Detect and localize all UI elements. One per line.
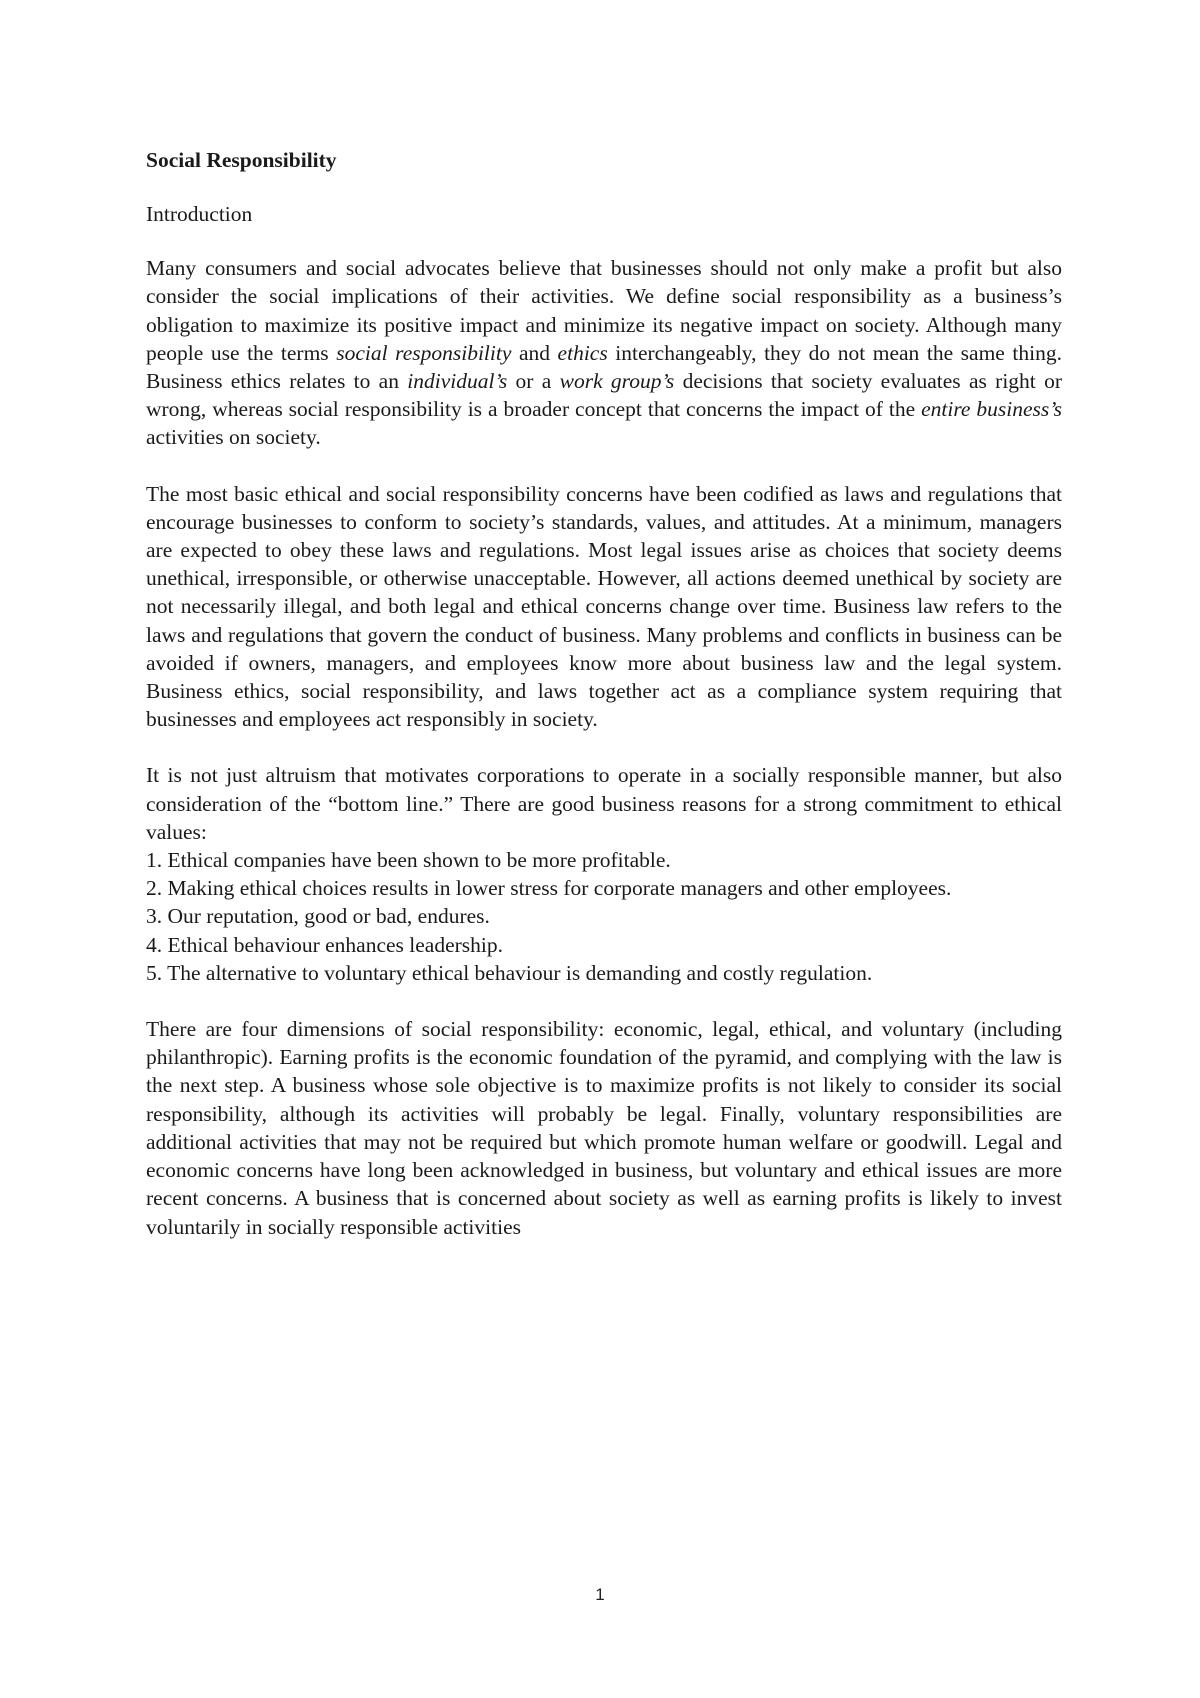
emphasis-social-responsibility: social responsibility	[336, 340, 512, 365]
list-item: 5. The alternative to voluntary ethical behaviour is demanding and costly regulation.	[146, 960, 873, 985]
paragraph-laws-regulations: The most basic ethical and social responsibility concerns have been codified as laws and regulations that encourage businesses to conform to society’s standards, values, and attitudes. At a minimum, managers are expected to obey these laws and regulations. Most legal issues arise as choices that society deems unethical, irresponsible, or otherwise unacceptable. However, all actions deemed unethical by society are not necessarily illegal, and both legal and ethical concerns change over time. Business law refers to the laws and regulations that govern the conduct of business. Many problems and conflicts in business can be avoided if owners, managers, and employees know more about business law and the legal system. Business ethics, social responsibility, and laws together act as a compliance system requiring that businesses and employees act responsibly in society.	[146, 481, 1062, 732]
emphasis-ethics: ethics	[557, 340, 608, 365]
list-item: 2. Making ethical choices results in lower stress for corporate managers and other employees.	[146, 876, 952, 901]
list-item: 3. Our reputation, good or bad, endures.	[146, 904, 490, 929]
paragraph-definition: Many consumers and social advocates believe that businesses should not only make a profit but also consider the social implications of their activities. We define social responsibility as a business’s obligation to maximize its positive impact and minimize its negative impact on society. Although many people use the terms social responsibility and ethics interchangeably, they do not mean the same thing. Business ethics relates to an individual’s or a work group’s decisions that society evaluates as right or wrong, whereas social responsibility is a broader concept that concerns the impact of the entire business’s activities on society.	[146, 256, 1062, 450]
emphasis-individuals: individual’s	[407, 369, 508, 394]
list-item: 4. Ethical behaviour enhances leadership.	[146, 932, 503, 957]
paragraph-four-dimensions: There are four dimensions of social responsibility: economic, legal, ethical, and voluntary (including philanthropic). Earning profits is the economic foundation of the pyramid, and complying with the law is the next step. A business whose sole objective is to maximize profits is not likely to consider its social responsibility, although its activities will probably be legal. Finally, voluntary responsibilities are additional activities that may not be required but which promote human welfare or goodwill. Legal and economic concerns have long been acknowledged in business, but voluntary and ethical issues are more recent concerns. A business that is concerned about society as well as earning profits is likely to invest voluntarily in socially responsible activities	[146, 1017, 1062, 1239]
document-body	[146, 146, 1062, 1269]
page-number: 1	[595, 1585, 605, 1604]
section-heading: Introduction	[146, 202, 253, 226]
emphasis-entire-business: entire business’s	[921, 397, 1062, 422]
list-item: 1. Ethical companies have been shown to be more profitable.	[146, 848, 671, 873]
ethical-values-list	[146, 846, 1062, 987]
document-title: Social Responsibility	[146, 148, 337, 172]
emphasis-work-groups: work group’s	[559, 369, 675, 394]
paragraph-bottom-line: It is not just altruism that motivates corporations to operate in a socially responsible manner, but also consideration of the “bottom line.” There are good business reasons for a strong commitment to ethical values:	[146, 763, 1062, 844]
